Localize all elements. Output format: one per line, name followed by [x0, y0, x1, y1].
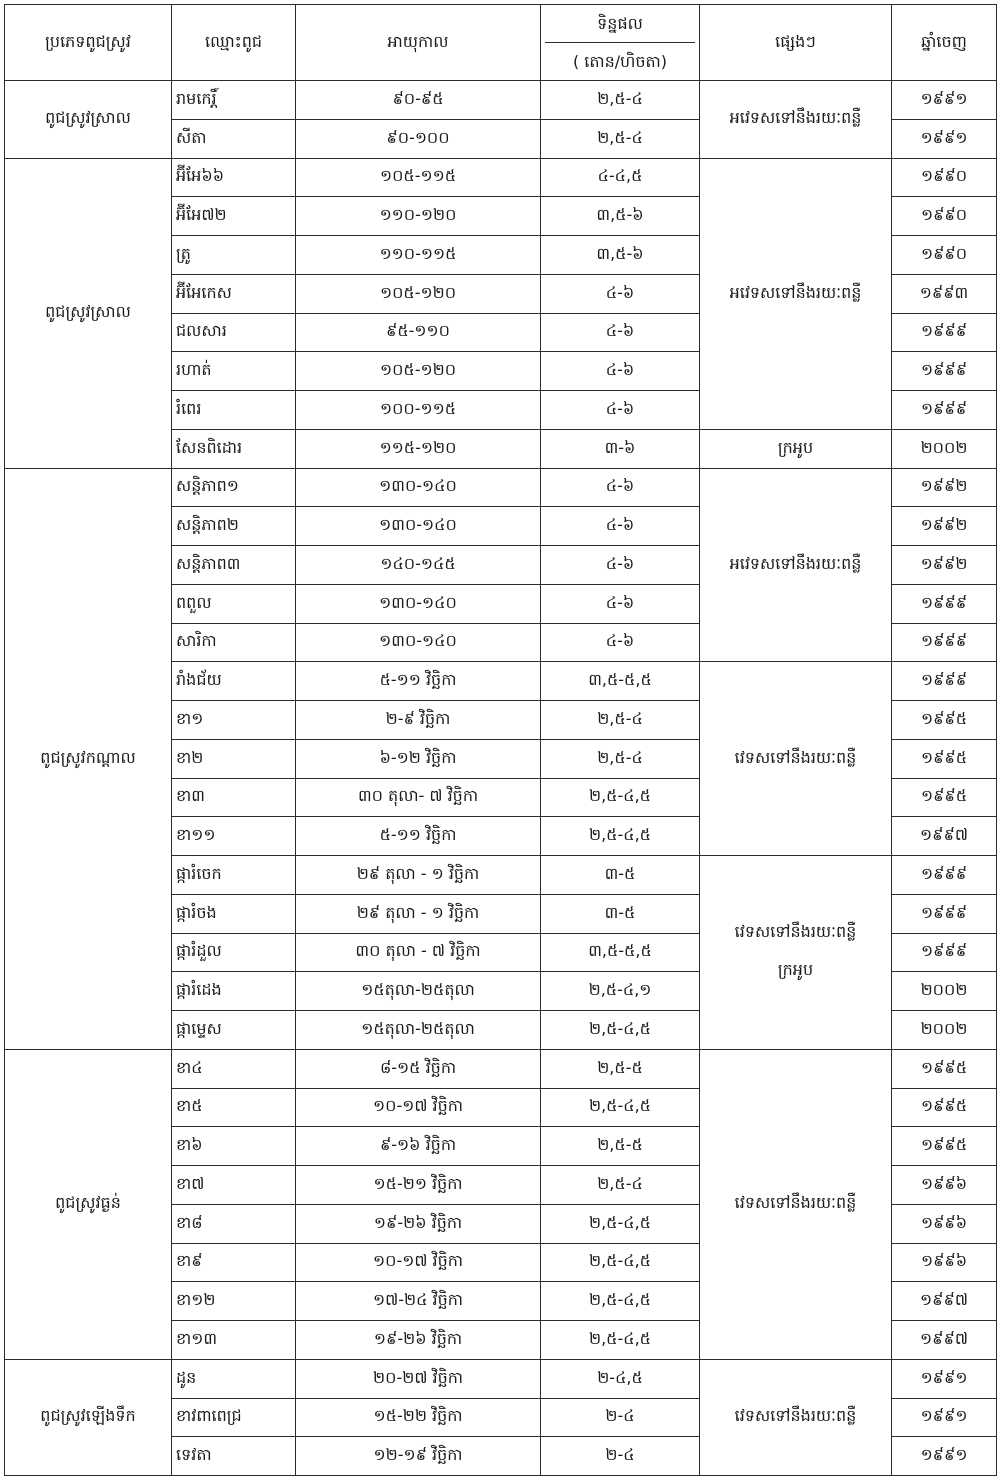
other-note-text: ក្រអូប [777, 437, 814, 457]
variety-yield-cell: ៣,៥-៥,៥ [541, 662, 700, 701]
table-row [5, 81, 997, 120]
release-year-cell: ១៩៩៥ [892, 701, 997, 740]
variety-age-cell: ១០-១៧ វិច្ឆិកា [296, 1088, 541, 1127]
other-note-text: វេទស​ទៅនឹងរយៈពន្លឺ [734, 1193, 857, 1213]
header-maturity: អាយុកាល [296, 5, 541, 81]
variety-name-cell: ផ្ការំដួល [172, 933, 296, 972]
variety-name-cell: រហាត់ [172, 352, 296, 391]
variety-name-cell: ជលសារ [172, 313, 296, 352]
other-note-cell [700, 81, 892, 159]
other-note-cell [700, 468, 892, 662]
other-note-cell [700, 856, 892, 1050]
variety-age-cell: ១១៥-១២០ [296, 429, 541, 468]
release-year-cell: ២០០២ [892, 429, 997, 468]
variety-yield-cell: ២,៥-៤ [541, 739, 700, 778]
variety-name-cell: ខាវពាពេជ្រ [172, 1398, 296, 1437]
release-year-cell: ១៩៩១ [892, 1398, 997, 1437]
variety-age-cell: ១០-១៧ វិច្ឆិកា [296, 1243, 541, 1282]
variety-yield-cell: ២-៤ [541, 1437, 700, 1476]
release-year-cell: ២០០២ [892, 1011, 997, 1050]
other-note-cell [700, 1049, 892, 1359]
variety-name-cell: សារិកា [172, 623, 296, 662]
variety-name-cell: ខា៣ [172, 778, 296, 817]
table-row [5, 158, 997, 197]
variety-yield-cell: ៤-៦ [541, 546, 700, 585]
release-year-cell: ១៩៩៩ [892, 856, 997, 895]
variety-name-cell: ទេវតា [172, 1437, 296, 1476]
variety-name-cell: ពពួល [172, 584, 296, 623]
variety-age-cell: ៣០ តុលា- ៧ វិច្ឆិកា [296, 778, 541, 817]
variety-yield-cell: ២,៥-៤ [541, 1166, 700, 1205]
variety-age-cell: ៥-១១ វិច្ឆិកា [296, 662, 541, 701]
header-release-year: ឆ្នាំចេញ [892, 5, 997, 81]
table-row [5, 1049, 997, 1088]
variety-age-cell: ១១០-១២០ [296, 197, 541, 236]
variety-yield-cell: ២,៥-៤ [541, 701, 700, 740]
variety-yield-cell: ៣,៥-៥,៥ [541, 933, 700, 972]
variety-type-cell: ពូជស្រូវកណ្ដាល [5, 468, 172, 1049]
variety-age-cell: ១៥តុលា-២៥តុលា [296, 1011, 541, 1050]
variety-yield-cell: ៤-៦ [541, 391, 700, 430]
variety-name-cell: ខា៩ [172, 1243, 296, 1282]
other-note-text: អវេទស​ទៅនឹងរយៈពន្លឺ [729, 553, 862, 573]
header-variety-type: ប្រភេទពូជស្រូវ [5, 5, 172, 81]
release-year-cell: ១៩៩០ [892, 197, 997, 236]
release-year-cell: ១៩៩៩ [892, 352, 997, 391]
variety-age-cell: ១៣០-១៤០ [296, 468, 541, 507]
release-year-cell: ១៩៩៣ [892, 274, 997, 313]
variety-age-cell: ១៥-២១ វិច្ឆិកា [296, 1166, 541, 1205]
variety-yield-cell: ៤-៦ [541, 313, 700, 352]
other-note-cell [700, 662, 892, 856]
variety-age-cell: ១០៥-១១៥ [296, 158, 541, 197]
other-note-cell [700, 1359, 892, 1475]
variety-yield-cell: ៤-៦ [541, 468, 700, 507]
header-row [5, 5, 997, 81]
variety-name-cell: ខា៦ [172, 1127, 296, 1166]
variety-name-cell: ខា២ [172, 739, 296, 778]
variety-age-cell: ១៧-២៤ វិច្ឆិកា [296, 1282, 541, 1321]
variety-age-cell: ៦-១២ វិច្ឆិកា [296, 739, 541, 778]
variety-age-cell: ១១០-១១៥ [296, 236, 541, 275]
variety-yield-cell: ៣,៥-៦ [541, 236, 700, 275]
variety-name-cell: ខា៧ [172, 1166, 296, 1205]
variety-age-cell: ២-៩ វិច្ឆិកា [296, 701, 541, 740]
variety-age-cell: ៩០-៩៥ [296, 81, 541, 120]
variety-name-cell: ខា១១ [172, 817, 296, 856]
release-year-cell: ១៩៩២ [892, 468, 997, 507]
variety-age-cell: ១៣០-១៤០ [296, 507, 541, 546]
release-year-cell: ១៩៩៩ [892, 623, 997, 662]
variety-yield-cell: ៤-៦ [541, 623, 700, 662]
release-year-cell: ១៩៩៥ [892, 778, 997, 817]
variety-yield-cell: ៣-៦ [541, 429, 700, 468]
variety-name-cell: រាមកេរ្ដិ៍ [172, 81, 296, 120]
variety-name-cell: អ៊ីអែ៦៦ [172, 158, 296, 197]
variety-yield-cell: ២,៥-៤,១ [541, 972, 700, 1011]
variety-name-cell: រាំងជ័យ [172, 662, 296, 701]
release-year-cell: ១៩៩៦ [892, 1243, 997, 1282]
release-year-cell: ១៩៩៥ [892, 1088, 997, 1127]
variety-yield-cell: ២,៥-៥ [541, 1127, 700, 1166]
variety-name-cell: សីតា [172, 119, 296, 158]
variety-age-cell: ២៩ តុលា - ១ វិច្ឆិកា [296, 856, 541, 895]
release-year-cell: ១៩៩០ [892, 236, 997, 275]
variety-age-cell: ២០-២៧ វិច្ឆិកា [296, 1359, 541, 1398]
variety-age-cell: ៩៥-១១០ [296, 313, 541, 352]
variety-type-cell: ពូជស្រូវស្រាល [5, 158, 172, 468]
other-note-text: វេទស​ទៅនឹងរយៈពន្លឺ [734, 922, 857, 942]
release-year-cell: ១៩៩៧ [892, 817, 997, 856]
variety-yield-cell: ៤-៤,៥ [541, 158, 700, 197]
variety-yield-cell: ៤-៦ [541, 507, 700, 546]
release-year-cell: ១៩៩២ [892, 507, 997, 546]
variety-name-cell: ខា៥ [172, 1088, 296, 1127]
release-year-cell: ១៩៩៥ [892, 1127, 997, 1166]
variety-yield-cell: ២,៥-៤,៥ [541, 1204, 700, 1243]
variety-yield-cell: ៤-៦ [541, 352, 700, 391]
variety-yield-cell: ២-៤ [541, 1398, 700, 1437]
variety-yield-cell: ៣,៥-៦ [541, 197, 700, 236]
other-note-text: វេទស​ទៅនឹងរយៈពន្លឺ [734, 747, 857, 767]
release-year-cell: ១៩៩២ [892, 546, 997, 585]
other-note-cell [700, 429, 892, 468]
variety-age-cell: ១៥-២២ វិច្ឆិកា [296, 1398, 541, 1437]
variety-type-cell: ពូជស្រូវធ្ងន់ [5, 1049, 172, 1359]
variety-yield-cell: ២,៥-៥ [541, 1049, 700, 1088]
header-yield [541, 5, 700, 81]
variety-age-cell: ១០០-១១៥ [296, 391, 541, 430]
variety-name-cell: ខា១២ [172, 1282, 296, 1321]
variety-name-cell: ផ្ការំដេង [172, 972, 296, 1011]
rice-varieties-table [4, 4, 997, 1476]
release-year-cell: ១៩៩៩ [892, 933, 997, 972]
other-note-text: វេទស​ទៅនឹងរយៈពន្លឺ [734, 1406, 857, 1426]
header-yield-label: ទិន្នផល [545, 5, 695, 43]
variety-age-cell: ១០៥-១២០ [296, 274, 541, 313]
variety-type-cell: ពូជស្រូវឡើងទឹក [5, 1359, 172, 1475]
variety-yield-cell: ២,៥-៤ [541, 119, 700, 158]
variety-yield-cell: ៤-៦ [541, 274, 700, 313]
header-other: ផ្សេងៗ [700, 5, 892, 81]
variety-yield-cell: ២,៥-៤,៥ [541, 1321, 700, 1360]
variety-name-cell: ខា១ [172, 701, 296, 740]
other-note-text-secondary: ក្រអូប [777, 960, 814, 980]
release-year-cell: ១៩៩១ [892, 1437, 997, 1476]
variety-age-cell: ១៣០-១៤០ [296, 584, 541, 623]
release-year-cell: ១៩៩១ [892, 1359, 997, 1398]
variety-yield-cell: ៤-៦ [541, 584, 700, 623]
table-row [5, 468, 997, 507]
variety-name-cell: អ៊ីអែ៧២ [172, 197, 296, 236]
variety-yield-cell: ២,៥-៤,៥ [541, 817, 700, 856]
variety-yield-cell: ២,៥-៤,៥ [541, 1243, 700, 1282]
other-note-cell [700, 158, 892, 429]
variety-age-cell: ៩-១៦ វិច្ឆិកា [296, 1127, 541, 1166]
table-row [5, 1359, 997, 1398]
variety-age-cell: ៩០-១០០ [296, 119, 541, 158]
variety-yield-cell: ២,៥-៤,៥ [541, 1088, 700, 1127]
release-year-cell: ១៩៩៥ [892, 1049, 997, 1088]
release-year-cell: ១៩៩៦ [892, 1204, 997, 1243]
release-year-cell: ១៩៩៩ [892, 662, 997, 701]
release-year-cell: ១៩៩៩ [892, 584, 997, 623]
variety-yield-cell: ៣-៥ [541, 894, 700, 933]
other-note-text: អវេទស​ទៅនឹងរយៈពន្លឺ [729, 108, 862, 128]
variety-name-cell: ដូន [172, 1359, 296, 1398]
variety-age-cell: ១៥តុលា-២៥តុលា [296, 972, 541, 1011]
release-year-cell: ១៩៩១ [892, 81, 997, 120]
release-year-cell: ១៩៩៩ [892, 894, 997, 933]
release-year-cell: ១៩៩៧ [892, 1282, 997, 1321]
variety-age-cell: ១៤០-១៤៥ [296, 546, 541, 585]
table-body [5, 81, 997, 1476]
variety-age-cell: ៨-១៥ វិច្ឆិកា [296, 1049, 541, 1088]
variety-age-cell: ១០៥-១២០ [296, 352, 541, 391]
release-year-cell: ១៩៩៩ [892, 313, 997, 352]
other-note-text: អវេទស​ទៅនឹងរយៈពន្លឺ [729, 282, 862, 302]
variety-name-cell: ផ្ការំចេក [172, 856, 296, 895]
variety-age-cell: ២៩ តុលា - ១ វិច្ឆិកា [296, 894, 541, 933]
variety-yield-cell: ៣-៥ [541, 856, 700, 895]
variety-name-cell: ខា៤ [172, 1049, 296, 1088]
variety-age-cell: ៥-១១ វិច្ឆិកា [296, 817, 541, 856]
variety-name-cell: អ៊ីអែកេស [172, 274, 296, 313]
variety-name-cell: ផ្កាម្ទេស [172, 1011, 296, 1050]
release-year-cell: ២០០២ [892, 972, 997, 1011]
header-yield-unit: ( តោន/ហិចតា) [572, 52, 668, 71]
variety-age-cell: ១៣០-១៤០ [296, 623, 541, 662]
variety-name-cell: រំពេរ [172, 391, 296, 430]
release-year-cell: ១៩៩០ [892, 158, 997, 197]
variety-age-cell: ១៩-២៦ វិច្ឆិកា [296, 1321, 541, 1360]
variety-name-cell: សន្តិភាព២ [172, 507, 296, 546]
variety-name-cell: ត្រូ [172, 236, 296, 275]
variety-age-cell: ៣០ តុលា - ៧ វិច្ឆិកា [296, 933, 541, 972]
variety-name-cell: ខា១៣ [172, 1321, 296, 1360]
variety-age-cell: ១២-១៩ វិច្ឆិកា [296, 1437, 541, 1476]
variety-name-cell: សន្តិភាព៣ [172, 546, 296, 585]
variety-yield-cell: ២,៥-៤,៥ [541, 1011, 700, 1050]
variety-yield-cell: ២,៥-៤ [541, 81, 700, 120]
variety-yield-cell: ២-៤,៥ [541, 1359, 700, 1398]
variety-age-cell: ១៩-២៦ វិច្ឆិកា [296, 1204, 541, 1243]
variety-name-cell: សន្តិភាព១ [172, 468, 296, 507]
variety-name-cell: ផ្ការំចង [172, 894, 296, 933]
release-year-cell: ១៩៩៩ [892, 391, 997, 430]
header-variety-name: ឈ្មោះពូជ [172, 5, 296, 81]
variety-yield-cell: ២,៥-៤,៥ [541, 778, 700, 817]
variety-type-cell: ពូជស្រូវស្រាល [5, 81, 172, 159]
table-header [5, 5, 997, 81]
release-year-cell: ១៩៩៦ [892, 1166, 997, 1205]
variety-yield-cell: ២,៥-៤,៥ [541, 1282, 700, 1321]
release-year-cell: ១៩៩៥ [892, 739, 997, 778]
release-year-cell: ១៩៩៧ [892, 1321, 997, 1360]
variety-name-cell: ខា៨ [172, 1204, 296, 1243]
variety-name-cell: សែនពិដោរ [172, 429, 296, 468]
release-year-cell: ១៩៩១ [892, 119, 997, 158]
